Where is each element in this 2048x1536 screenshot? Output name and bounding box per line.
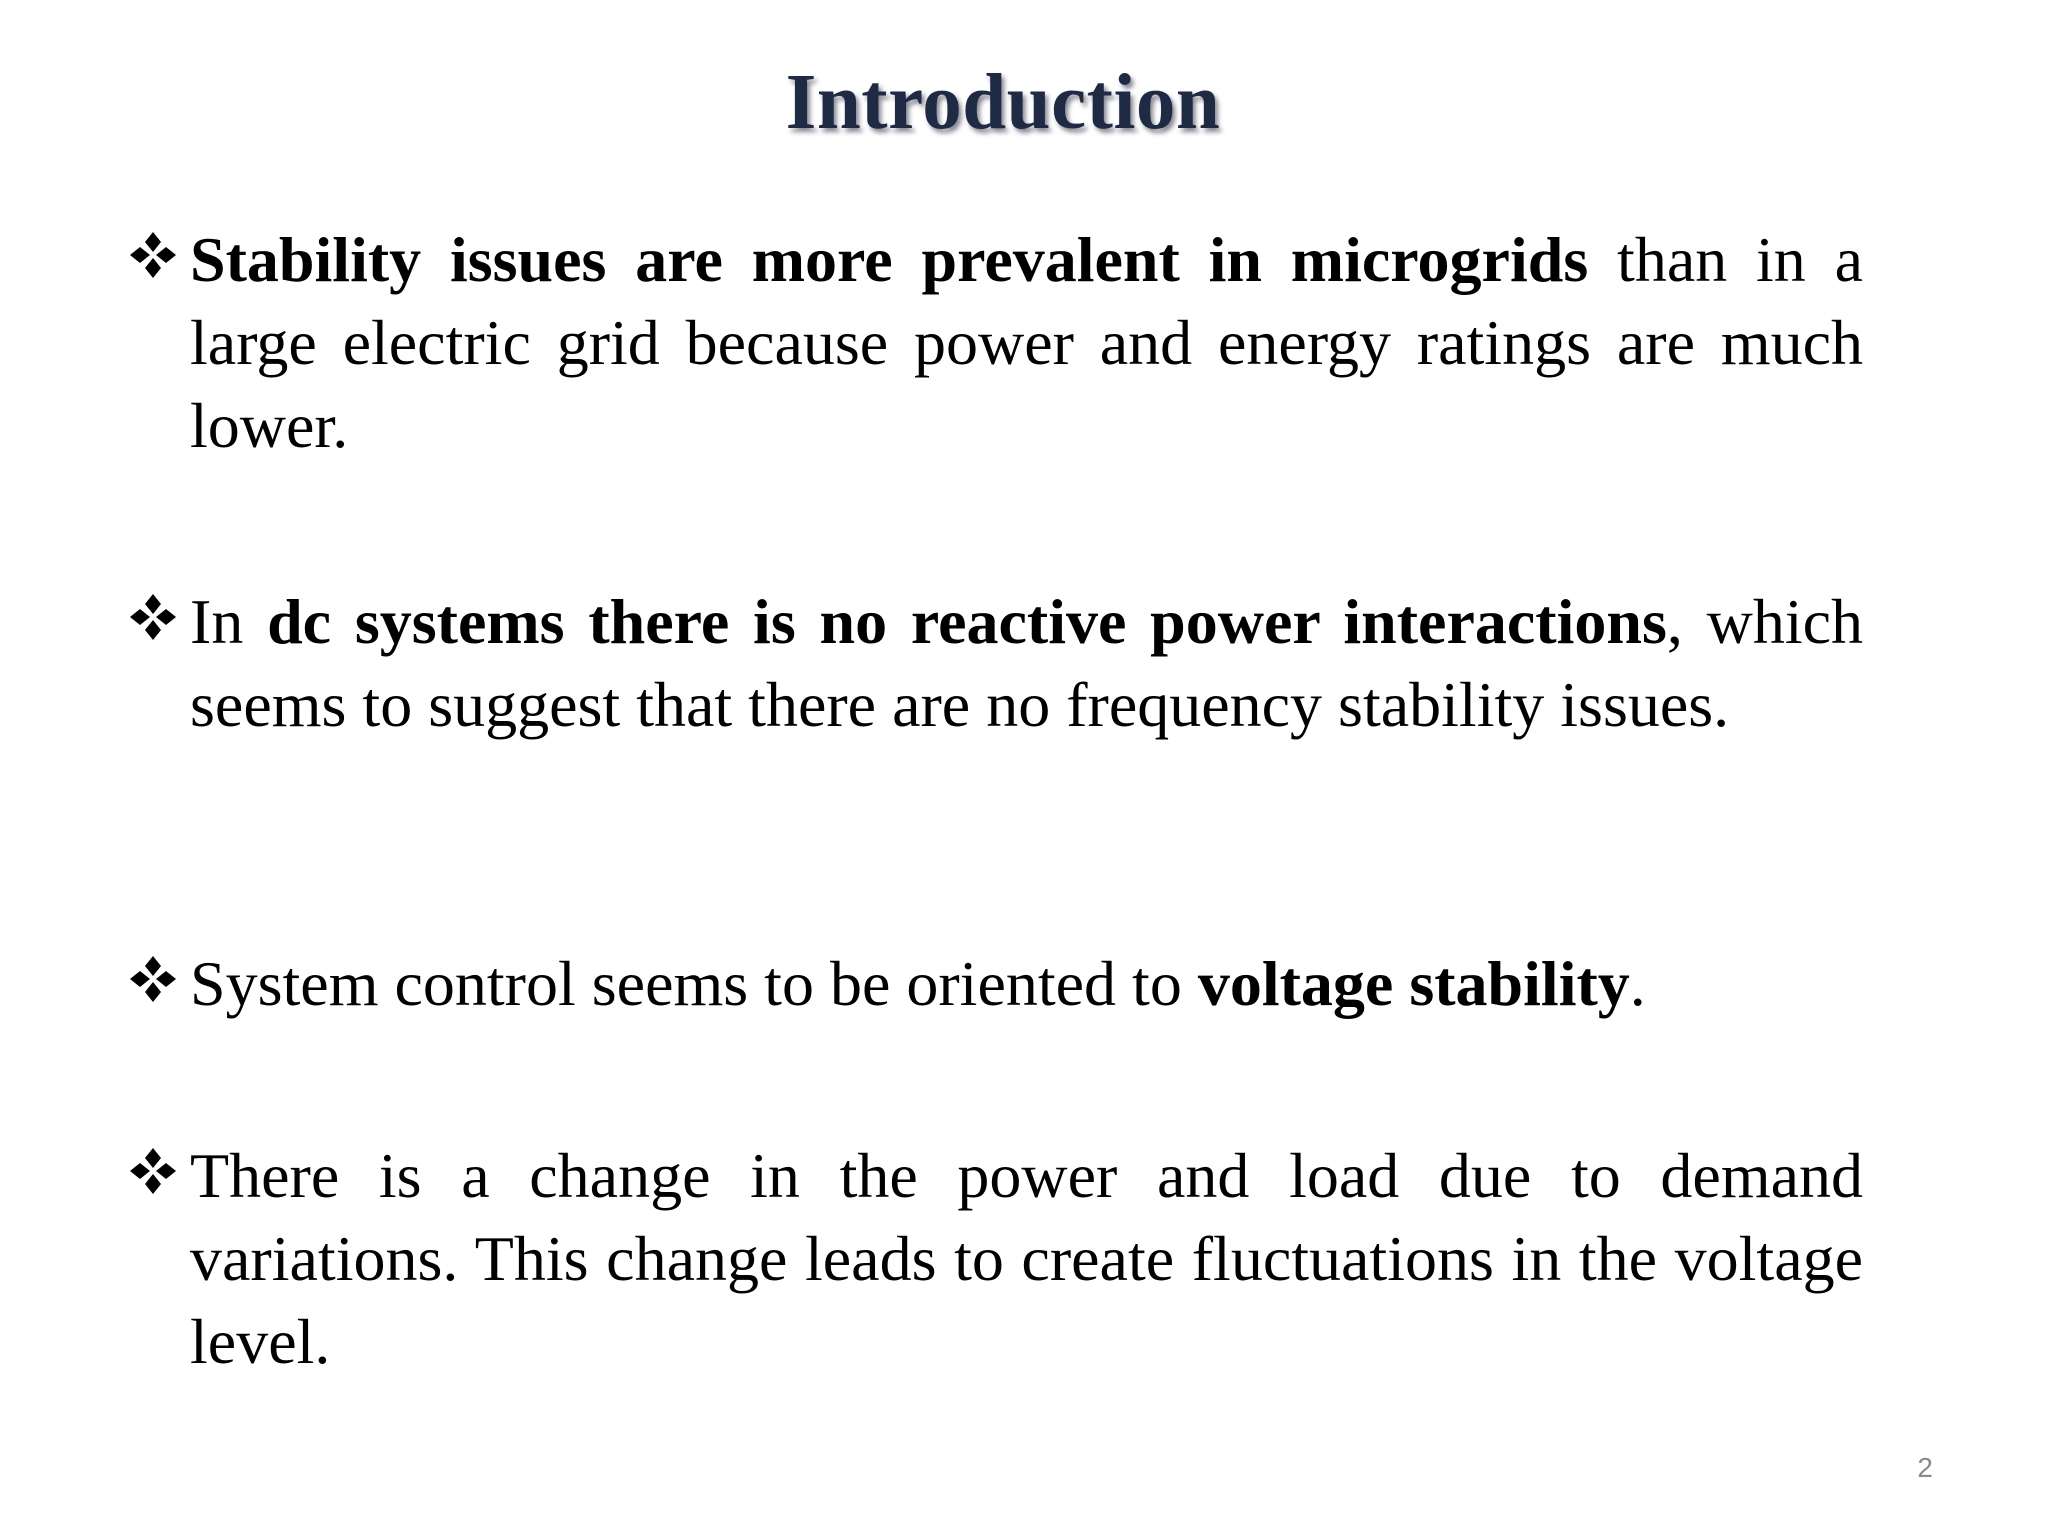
bullet-plain-text: than in a large electric grid because power and energy ratings are much lower.	[190, 224, 1864, 461]
bullet-plain-text: In	[190, 586, 268, 657]
bullet-bold-text: voltage stability	[1197, 948, 1630, 1019]
page-number: 2	[1917, 1452, 1933, 1483]
slide-title: Introduction	[785, 59, 1221, 146]
four-diamond-bullet-icon	[128, 954, 178, 1004]
bullet-text	[190, 942, 1863, 1025]
four-diamond-bullet-icon	[128, 592, 178, 642]
bullet-plain-text: .	[1629, 948, 1646, 1019]
bullet-plain-text: , which seems to suggest that there are no frequency stability issues.	[190, 586, 1863, 740]
bullet-plain-text: System control seems to be oriented to	[190, 948, 1198, 1019]
four-diamond-bullet-icon	[128, 230, 178, 280]
bullet-text	[190, 580, 1863, 746]
four-diamond-bullet-icon	[128, 1146, 178, 1196]
bullet-bold-text: dc systems there is no reactive power interactions	[267, 586, 1667, 657]
bullet-text: There is a change in the power and load due to demand variations. This change leads to create fluctuations in the voltage level.	[190, 1140, 1863, 1377]
bullet-bold-text: Stability issues are more prevalent in microgrids	[190, 224, 1589, 295]
bullet-text	[190, 218, 1863, 467]
